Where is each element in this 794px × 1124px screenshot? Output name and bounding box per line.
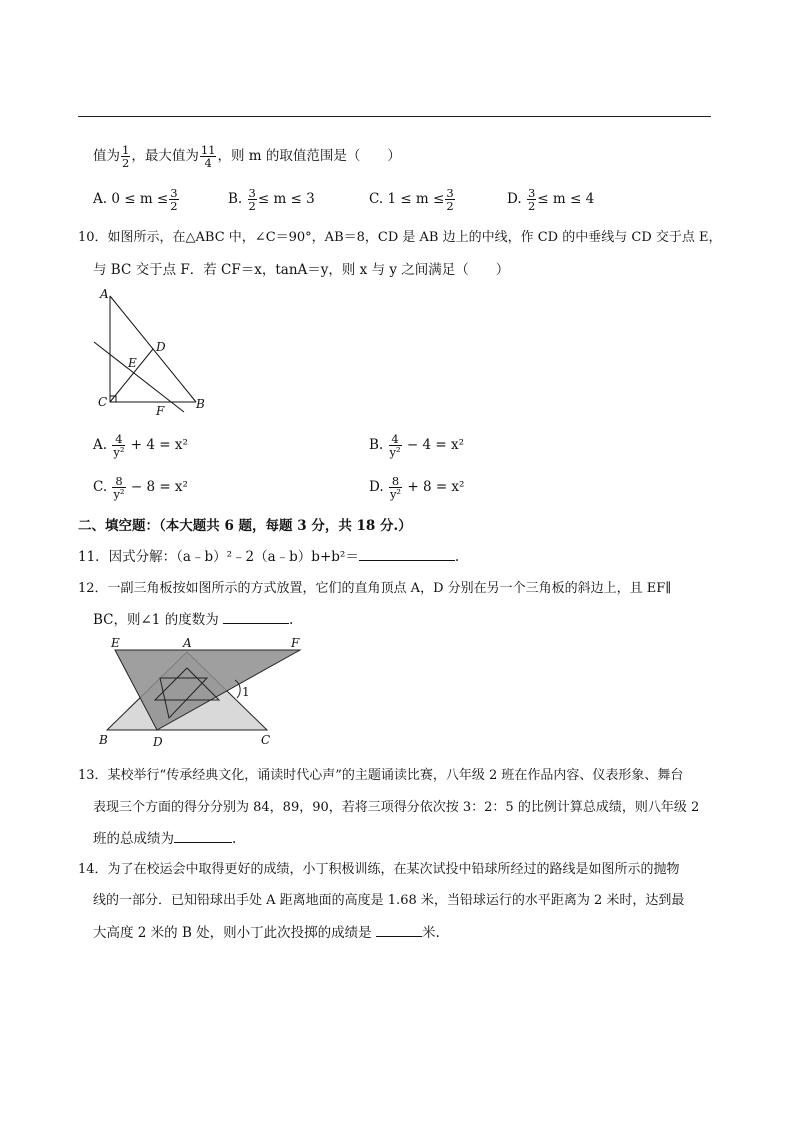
q12-answer-blank[interactable] xyxy=(223,611,289,624)
q10-label-e: E xyxy=(128,356,137,370)
q9-option-a[interactable]: A. 0 ≤ m ≤ $\frac{3}{2}$ xyxy=(93,186,178,213)
q10-option-d[interactable]: D. $\frac{8}{\text{y²}}$ + 8 = x² xyxy=(369,474,465,501)
q9-option-d[interactable]: D. $\frac{3}{2}$ ≤ m ≤ 4 xyxy=(507,186,595,213)
q10-line1: 10．如图所示，在△ABC 中，∠C＝90°，AB＝8，CD 是 AB 边上的中线，作 CD 的中垂线与 CD 交于点 E， xyxy=(78,230,722,245)
q13-line3: 班的总成绩为 . xyxy=(93,831,237,847)
q12-label-b: B xyxy=(99,733,108,747)
q14-line2: 线的一部分．已知铅球出手处 A 距离地面的高度是 1.68 米，当铅球运行的水平距离为 2 米时，达到最 xyxy=(93,893,685,908)
section-heading: 二、填空题：（本大题共 6 题，每题 3 分，共 18 分.） xyxy=(78,518,412,534)
q10-label-b: B xyxy=(196,397,205,411)
q10-option-a[interactable]: A. $\frac{4}{\text{y²}}$ + 4 = x² xyxy=(93,432,188,459)
q10-label-f: F xyxy=(156,404,165,418)
q13-line1: 13．某校举行“传承经典文化，诵读时代心声”的主题诵读比赛，八年级 2 班在作品内容、仪表形象、舞台 xyxy=(78,768,684,783)
q10-label-c: C xyxy=(98,395,108,409)
header-rule xyxy=(78,116,711,117)
q13-line2: 表现三个方面的得分分别为 84，89，90，若将三项得分依次按 3：2：5 的比例计算总成绩，则八年级 2 xyxy=(93,800,700,815)
q12-line1: 12．一副三角板按如图所示的方式放置，它们的直角顶点 A，D 分别在另一个三角板的斜边上，且 EF∥ xyxy=(78,581,672,596)
q14-line3: 大高度 2 米的 B 处，则小丁此次投掷的成绩是 米. xyxy=(93,925,440,941)
q12-label-angle: 1 xyxy=(242,685,250,699)
q9-min-fraction: $\frac{1}{2}$ xyxy=(122,143,130,170)
q10-label-d: D xyxy=(156,340,166,354)
q11: 11．因式分解：（a﹣b）²﹣2（a﹣b）b+b²＝ . xyxy=(78,549,460,565)
q9-stem: 值为 $\frac{1}{2}$ ，最大值为 $\frac{11}{4}$ ，则 m 的取值范围是（ ） xyxy=(93,143,401,170)
q9-option-b[interactable]: B. $\frac{3}{2}$ ≤ m ≤ 3 xyxy=(228,186,315,213)
q14-answer-blank[interactable] xyxy=(376,924,422,937)
q9-option-c[interactable]: C. 1 ≤ m ≤ $\frac{3}{2}$ xyxy=(369,186,454,213)
q13-answer-blank[interactable] xyxy=(174,830,232,843)
q10-figure xyxy=(88,282,218,417)
q10-option-c[interactable]: C. $\frac{8}{\text{y²}}$ − 8 = x² xyxy=(93,474,188,501)
q12-label-a: A xyxy=(183,636,192,650)
q11-answer-blank[interactable] xyxy=(359,548,455,561)
q14-line1: 14．为了在校运会中取得更好的成绩，小丁积极训练，在某次试投中铅球所经过的路线是如图所示的抛物 xyxy=(78,862,680,877)
q10-option-b[interactable]: B. $\frac{4}{\text{y²}}$ − 4 = x² xyxy=(369,432,465,459)
q10-label-a: A xyxy=(100,287,109,301)
q12-label-c: C xyxy=(261,733,271,747)
q12-label-d: D xyxy=(153,735,163,749)
q12-label-f: F xyxy=(291,636,300,650)
q9-max-fraction: $\frac{11}{4}$ xyxy=(200,143,216,170)
q12-label-e: E xyxy=(111,636,120,650)
q12-line2: BC，则∠1 的度数为 . xyxy=(93,612,294,628)
q12-figure xyxy=(95,634,300,749)
q10-line2: 与 BC 交于点 F．若 CF＝x，tanA＝y，则 x 与 y 之间满足（ ） xyxy=(93,262,510,278)
